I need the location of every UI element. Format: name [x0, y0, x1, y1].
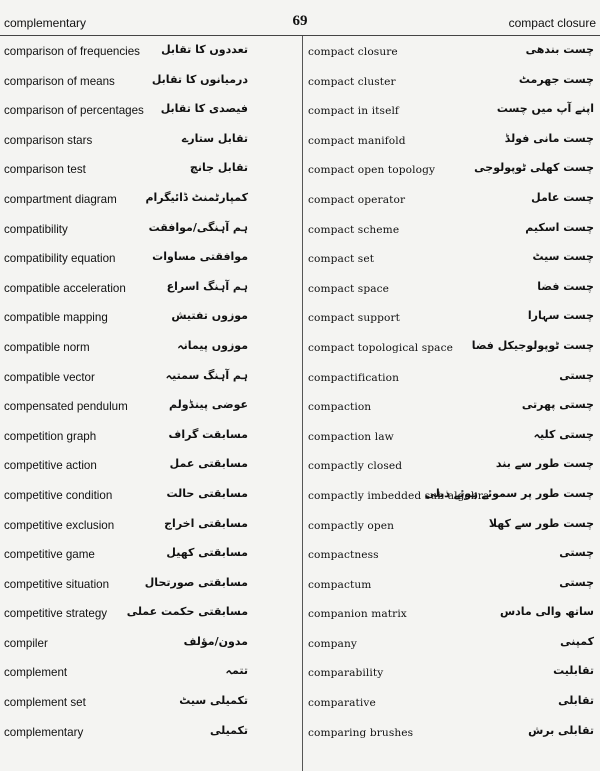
entry-english-term: compact topological space	[308, 341, 453, 354]
entry-english-term: compact manifold	[308, 134, 406, 147]
dictionary-entry	[304, 688, 600, 718]
entry-urdu-translation: چست ٹوپولوجیکل فضا	[471, 338, 594, 352]
entry-urdu-translation: چست اسکیم	[525, 220, 594, 234]
dictionary-entry	[0, 511, 298, 541]
entry-english-term: compatible acceleration	[4, 281, 126, 295]
dictionary-entry	[0, 215, 298, 245]
entry-english-term: companion matrix	[308, 608, 407, 621]
dictionary-entry	[304, 422, 600, 452]
entry-urdu-translation: تکمیلی سیٹ	[179, 694, 248, 708]
entry-english-term: comparison test	[4, 163, 86, 177]
dictionary-entry	[304, 451, 600, 481]
dictionary-entry	[0, 599, 298, 629]
entry-urdu-translation: چست طور سے کھلا	[488, 516, 594, 530]
dictionary-entry	[304, 67, 600, 97]
entry-urdu-translation: موزوں تفتیش	[171, 309, 248, 323]
entry-urdu-translation: مسابقتی اخراج	[164, 516, 248, 530]
dictionary-entry	[304, 155, 600, 185]
entry-english-term: competitive situation	[4, 577, 110, 591]
entry-urdu-translation: چستی پھرتی	[521, 398, 594, 412]
entry-english-term: compartment diagram	[4, 192, 117, 206]
entry-urdu-translation: موافقتی مساوات	[152, 250, 248, 264]
dictionary-entry	[0, 67, 298, 97]
dictionary-entry	[0, 274, 298, 304]
dictionary-entry	[0, 126, 298, 156]
entry-urdu-translation: چستی کلیہ	[533, 427, 594, 441]
entry-urdu-translation: چست عامل	[531, 190, 594, 204]
entry-english-term: compact closure	[308, 46, 398, 58]
dictionary-entry	[0, 658, 298, 688]
dictionary-entry	[0, 185, 298, 215]
dictionary-entry	[0, 688, 298, 718]
entry-english-term: compact set	[308, 253, 375, 266]
entry-english-term: competition graph	[4, 429, 97, 443]
dictionary-entry	[304, 215, 600, 245]
entry-urdu-translation: اپنے آپ میں چست	[496, 102, 594, 116]
entry-english-term: compactness	[308, 549, 379, 562]
page-header	[0, 0, 600, 36]
entry-english-term: compactly closed	[308, 460, 403, 473]
dictionary-entry	[304, 363, 600, 393]
dictionary-entry	[304, 718, 600, 748]
entry-urdu-translation: تقابلی	[558, 694, 594, 708]
dictionary-entry	[304, 126, 600, 156]
entry-urdu-translation: ساتھ والی مادس	[499, 605, 594, 619]
entry-urdu-translation: تعددوں کا تقابل	[161, 43, 248, 56]
dictionary-entry	[0, 363, 298, 393]
entry-english-term: compact open topology	[308, 164, 436, 177]
dictionary-entry	[0, 392, 298, 422]
entry-urdu-translation: مسابقتی حکمت عملی	[126, 605, 248, 619]
entry-english-term: compiler	[4, 636, 48, 650]
entry-english-term: compensated pendulum	[4, 400, 128, 414]
entry-english-term: compaction law	[308, 430, 394, 443]
entry-english-term: comparison of frequencies	[4, 45, 140, 58]
dictionary-entry	[0, 718, 298, 748]
right-column	[304, 37, 600, 747]
entry-english-term: compactly open	[308, 519, 395, 532]
dictionary-entry	[0, 481, 298, 511]
entry-urdu-translation: فیصدی کا تقابل	[160, 102, 248, 116]
entry-english-term: compatible norm	[4, 340, 90, 354]
entry-english-term: compatible vector	[4, 370, 95, 384]
entry-english-term: compact space	[308, 282, 390, 295]
entry-english-term: compact scheme	[308, 223, 400, 236]
entry-urdu-translation: تتمہ	[225, 664, 248, 678]
entry-english-term: comparison of percentages	[4, 104, 144, 118]
entry-urdu-translation: چست سیٹ	[532, 250, 594, 264]
dictionary-entry	[0, 244, 298, 274]
entry-english-term: complementary	[4, 725, 84, 739]
entry-urdu-translation: تقابل ستارے	[181, 131, 248, 145]
dictionary-entry	[304, 37, 600, 67]
entry-urdu-translation: مسابقتی صورتحال	[144, 575, 248, 589]
entry-english-term: comparison of means	[4, 74, 115, 88]
entry-english-term: competitive action	[4, 459, 97, 473]
dictionary-entry	[304, 392, 600, 422]
entry-urdu-translation: مدون/مؤلف	[183, 634, 248, 648]
entry-english-term: comparative	[308, 697, 376, 710]
dictionary-entry	[0, 451, 298, 481]
entry-english-term: competitive game	[4, 548, 95, 562]
entry-english-term: complement	[4, 666, 68, 680]
dictionary-entry	[304, 185, 600, 215]
entry-english-term: comparing brushes	[308, 726, 414, 739]
entry-urdu-translation: مسابقت گراف	[168, 427, 248, 441]
entry-urdu-translation: چست طور پر سموئے ہوئے ذیلی	[424, 486, 594, 500]
entry-urdu-translation: ہم آہنگ اسراع	[166, 279, 248, 293]
entry-urdu-translation: تکمیلی	[209, 723, 248, 737]
entry-english-term: complement set	[4, 696, 86, 710]
entry-urdu-translation: چستی	[559, 368, 594, 382]
entry-english-term: comparison stars	[4, 133, 93, 147]
entry-english-term: compact cluster	[308, 75, 396, 88]
dictionary-entry	[0, 303, 298, 333]
dictionary-entry	[0, 629, 298, 659]
dictionary-entry	[304, 570, 600, 600]
dictionary-entry	[304, 511, 600, 541]
dictionary-entry	[0, 155, 298, 185]
dictionary-entry	[304, 333, 600, 363]
entry-english-term: competitive condition	[4, 488, 113, 502]
entry-english-term: compatibility equation	[4, 252, 116, 266]
header-left-guide-word: complementary	[4, 16, 87, 30]
entry-urdu-translation: ہم آہنگی/موافقت	[148, 220, 248, 234]
entry-urdu-translation: چست بندھی	[525, 43, 594, 56]
header-rule	[0, 35, 600, 36]
entry-urdu-translation: تقابلی برش	[528, 723, 594, 737]
entry-urdu-translation: چست فضا	[537, 279, 594, 293]
dictionary-entry	[304, 96, 600, 126]
dictionary-entry	[0, 37, 298, 67]
entry-english-term: competitive strategy	[4, 607, 108, 621]
dictionary-entry	[304, 481, 600, 511]
dictionary-entry	[0, 96, 298, 126]
entry-urdu-translation: مسابقتی حالت	[166, 486, 248, 500]
entry-urdu-translation: چست طور سے بند	[495, 457, 594, 471]
header-right-guide-word: compact closure	[508, 16, 596, 30]
entry-english-term: compactly imbedded sub-algebra	[308, 489, 490, 502]
entry-urdu-translation: موزوں پیمانہ	[177, 338, 248, 352]
entry-urdu-translation: ہم آہنگ سمتیہ	[165, 368, 248, 382]
entry-urdu-translation: عوضی پینڈولم	[168, 398, 248, 412]
entry-urdu-translation: مسابقتی کھیل	[166, 546, 248, 560]
entry-urdu-translation: چست مانی فولڈ	[504, 131, 594, 145]
dictionary-entry	[304, 629, 600, 659]
entry-english-term: compact in itself	[308, 105, 399, 118]
entry-english-term: compactification	[308, 371, 400, 384]
entry-urdu-translation: درمیانوں کا تقابل	[151, 72, 248, 86]
entry-english-term: compatible mapping	[4, 311, 108, 325]
entry-urdu-translation: کمپارٹمنٹ ڈائیگرام	[145, 190, 248, 204]
dictionary-entry	[304, 244, 600, 274]
entry-english-term: compactum	[308, 578, 372, 591]
entry-urdu-translation: تقابلیت	[553, 664, 594, 678]
dictionary-entry	[0, 570, 298, 600]
entry-urdu-translation: مسابقتی عمل	[169, 457, 248, 471]
entry-english-term: compact operator	[308, 193, 406, 206]
dictionary-entry	[0, 422, 298, 452]
entry-english-term: comparability	[308, 667, 384, 680]
entry-english-term: compaction	[308, 401, 372, 414]
entry-urdu-translation: چست کھلی ٹوپولوجی	[474, 161, 594, 175]
dictionary-entry	[304, 303, 600, 333]
dictionary-entry	[0, 540, 298, 570]
entry-english-term: compatibility	[4, 222, 68, 236]
page-number: 69	[292, 13, 308, 29]
entry-urdu-translation: چستی	[559, 546, 594, 560]
left-column	[0, 37, 298, 747]
entry-urdu-translation: چست جھرمٹ	[518, 72, 594, 86]
entry-urdu-translation: چستی	[559, 575, 594, 589]
entry-english-term: company	[308, 637, 357, 650]
entry-english-term: competitive exclusion	[4, 518, 115, 532]
entry-urdu-translation: کمپنی	[560, 634, 594, 648]
dictionary-entry	[304, 599, 600, 629]
dictionary-entry	[304, 274, 600, 304]
column-divider	[302, 36, 303, 771]
dictionary-entry	[304, 658, 600, 688]
dictionary-entry	[304, 540, 600, 570]
dictionary-entry	[0, 333, 298, 363]
entry-urdu-translation: چست سہارا	[527, 309, 594, 323]
entry-english-term: compact support	[308, 312, 401, 325]
entry-urdu-translation: تقابل جانچ	[189, 161, 248, 175]
